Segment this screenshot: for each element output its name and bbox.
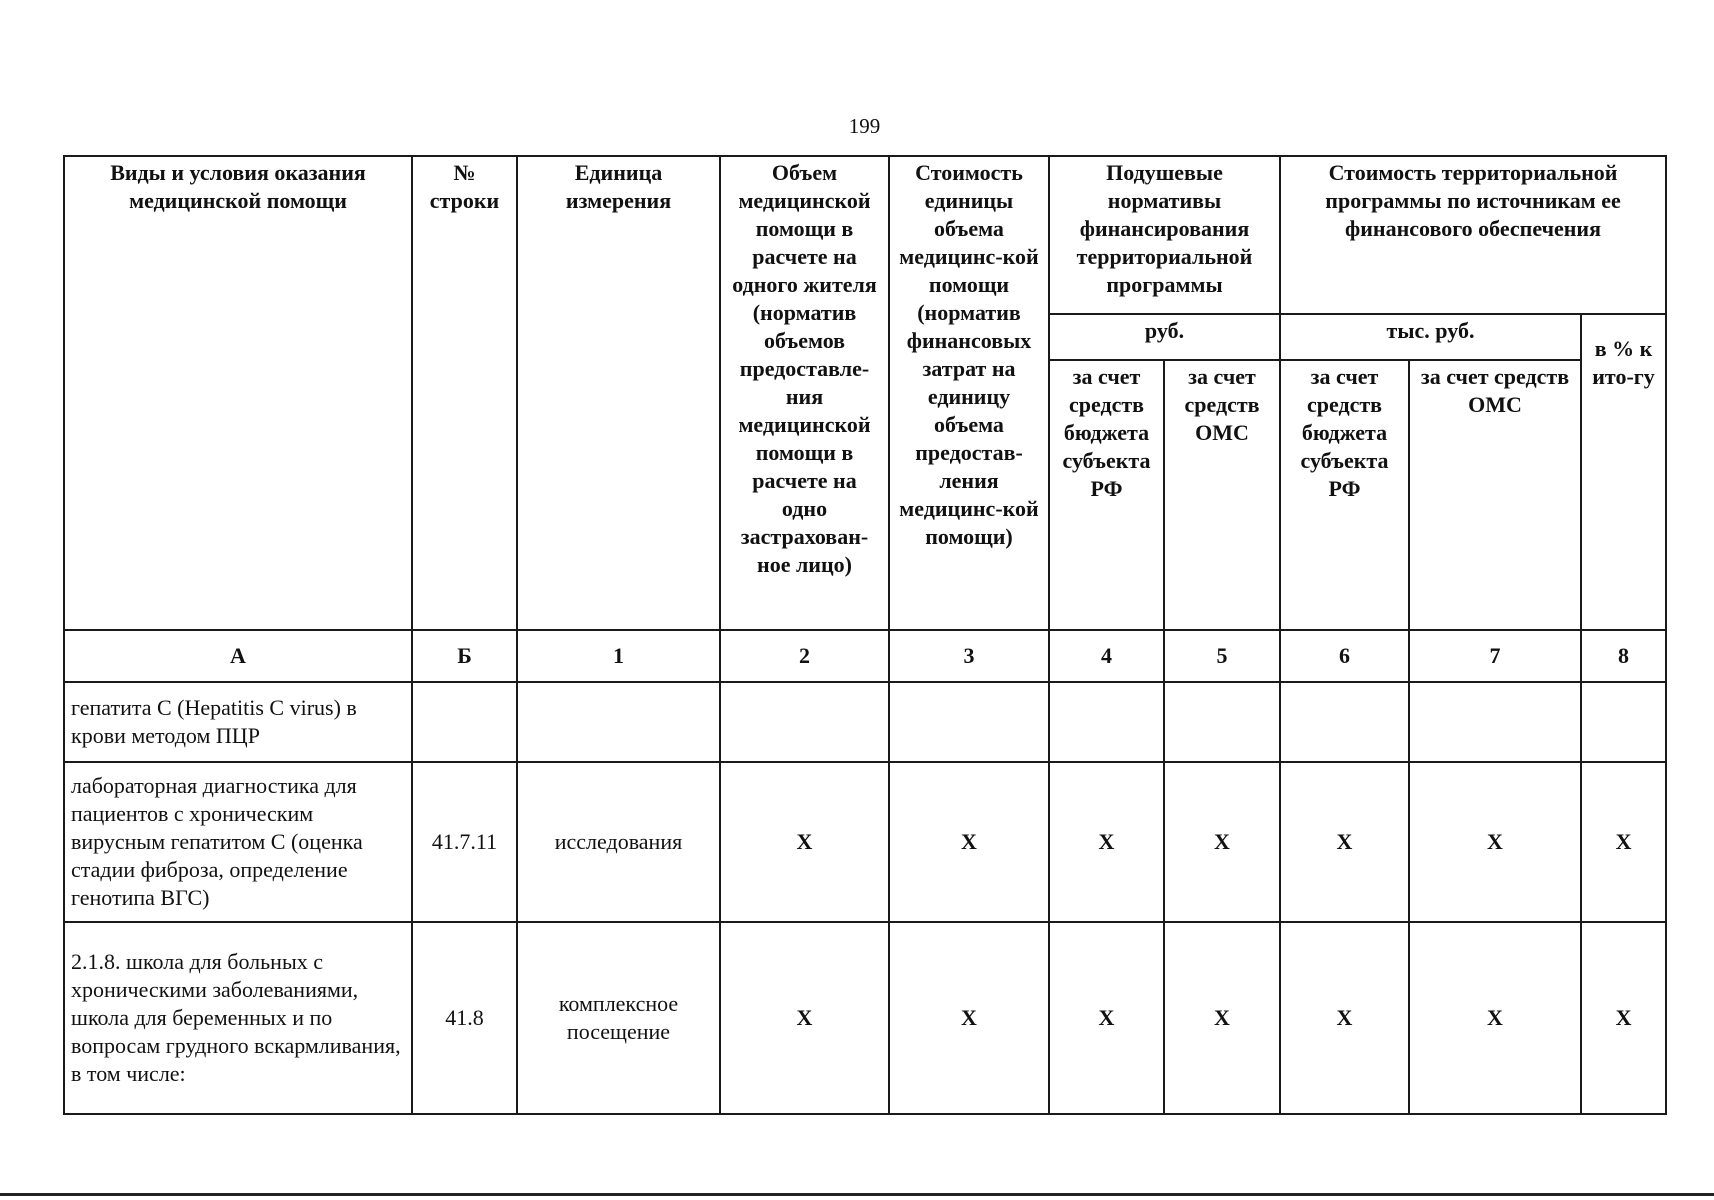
column-number: 2 (720, 630, 889, 682)
cell-value: X (720, 922, 889, 1114)
cell-value (1164, 682, 1280, 762)
cell-value: X (889, 922, 1049, 1114)
cell-value: X (1409, 762, 1581, 922)
cell-value: X (1164, 922, 1280, 1114)
cell-kind: гепатита С (Hepatitis C virus) в крови методом ПЦР (64, 682, 412, 762)
column-number: А (64, 630, 412, 682)
cell-unit: комплексное посещение (517, 922, 720, 1114)
scan-edge-line (0, 1193, 1714, 1196)
cell-row-no: 41.7.11 (412, 762, 517, 922)
page-number: 199 (848, 114, 881, 138)
table-row (64, 922, 1666, 1114)
header-volume: Объем медицинской помощи в расчете на одного жителя (норматив объемов предоставле-ния медицинской помощи в расчете на одно застрахован-ное лицо) (720, 156, 889, 630)
cell-value (889, 682, 1049, 762)
header-rub: руб. (1049, 314, 1280, 360)
cell-value: X (1581, 922, 1666, 1114)
header-cost: Стоимость единицы объема медицинс-кой помощи (норматив финансовых затрат на единицу объема предостав-ления медицинс-кой помощи) (889, 156, 1049, 630)
cell-value (1581, 682, 1666, 762)
cell-value (1280, 682, 1409, 762)
cell-value: X (720, 762, 889, 922)
cell-value (720, 682, 889, 762)
cell-kind: 2.1.8. школа для больных с хроническими заболеваниями, школа для беременных и по вопросам грудного вскармливания, в том числе: (64, 922, 412, 1114)
header-oms-thous: за счет средств ОМС (1409, 360, 1581, 630)
cell-value: X (1280, 762, 1409, 922)
column-number: 8 (1581, 630, 1666, 682)
column-number: Б (412, 630, 517, 682)
column-number: 7 (1409, 630, 1581, 682)
cell-value: X (1049, 762, 1164, 922)
column-number-row (64, 630, 1666, 682)
table-row (64, 682, 1666, 762)
cell-unit (517, 682, 720, 762)
header-budget-rf-thous: за счет средств бюджета субъекта РФ (1280, 360, 1409, 630)
cell-row-no: 41.8 (412, 922, 517, 1114)
header-thous-rub: тыс. руб. (1280, 314, 1581, 360)
cell-value (1049, 682, 1164, 762)
header-kind: Виды и условия оказания медицинской помощи (64, 156, 412, 630)
table-row (64, 762, 1666, 922)
cell-row-no (412, 682, 517, 762)
header-percent: в % к ито-гу (1581, 314, 1666, 630)
column-number: 3 (889, 630, 1049, 682)
cell-kind: лабораторная диагностика для пациентов с хроническим вирусным гепатитом С (оценка стадии фиброза, определение генотипа ВГС) (64, 762, 412, 922)
cell-value: X (1280, 922, 1409, 1114)
column-number: 5 (1164, 630, 1280, 682)
header-unit: Единица измерения (517, 156, 720, 630)
cell-value: X (1049, 922, 1164, 1114)
financing-table (63, 155, 1667, 1115)
column-number: 1 (517, 630, 720, 682)
header-budget-rf-rub: за счет средств бюджета субъекта РФ (1049, 360, 1164, 630)
header-row-no: № строки (412, 156, 517, 630)
column-number: 6 (1280, 630, 1409, 682)
cell-value: X (1409, 922, 1581, 1114)
header-program-cost: Стоимость территориальной программы по источникам ее финансового обеспечения (1280, 156, 1666, 314)
header-oms-rub: за счет средств ОМС (1164, 360, 1280, 630)
cell-value: X (1164, 762, 1280, 922)
cell-unit: исследования (517, 762, 720, 922)
header-per-capita: Подушевые нормативы финансирования территориальной программы (1049, 156, 1280, 314)
cell-value: X (889, 762, 1049, 922)
column-number: 4 (1049, 630, 1164, 682)
cell-value (1409, 682, 1581, 762)
cell-value: X (1581, 762, 1666, 922)
